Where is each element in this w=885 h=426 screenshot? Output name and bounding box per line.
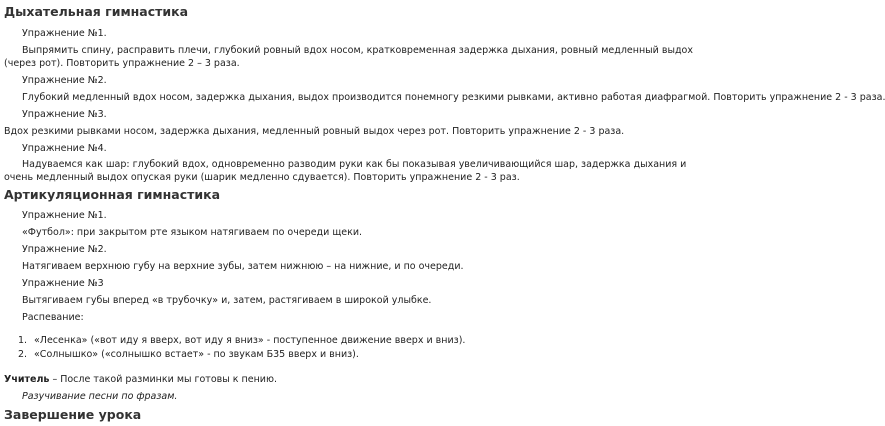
chant-item-number: 1. <box>18 335 28 346</box>
articulation-ex3-title: Упражнение №3 <box>22 278 104 289</box>
articulation-ex2-title: Упражнение №2. <box>22 244 107 255</box>
chant-item-text: «Лесенка» («вот иду я вверх, вот иду я вниз» - поступенное движение вверх и вниз). <box>34 335 466 346</box>
chant-item-text: «Солнышко» («солнышко встает» - по звукам Б35 вверх и вниз). <box>34 349 359 360</box>
breathing-ex4-title: Упражнение №4. <box>22 143 107 154</box>
teacher-line <box>4 373 277 386</box>
breathing-ex2-text: Глубокий медленный вдох носом, задержка дыхания, выдох производится понемногу резкими рывками, активно работая диафрагмой. Повторить упражнение 2 - 3 раза. <box>22 92 885 103</box>
teacher-role: Учитель <box>4 374 50 385</box>
chant-item-number: 2. <box>18 349 28 360</box>
breathing-ex1-title: Упражнение №1. <box>22 28 107 39</box>
breathing-ex2-title: Упражнение №2. <box>22 75 107 86</box>
breathing-ex4-text: Надуваемся как шар: глубокий вдох, одновременно разводим руки как бы показывая увеличивающийся шар, задержка дыхания и очень медленный выдох опуская руки (шарик медленно сдувается). Повторить упражнение 2 - 3 раз. <box>4 159 687 183</box>
breathing-ex3-text: Вдох резкими рывками носом, задержка дыхания, медленный ровный выдох через рот. Повторить упражнение 2 - 3 раза. <box>4 126 625 137</box>
heading-ending: Завершение урока <box>4 407 142 422</box>
articulation-ex2-text: Натягиваем верхнюю губу на верхние зубы, затем нижнюю – на нижние, и по очереди. <box>22 261 464 272</box>
articulation-ex1-title: Упражнение №1. <box>22 210 107 221</box>
teacher-note: Разучивание песни по фразам. <box>22 391 178 402</box>
teacher-text: – После такой разминки мы готовы к пению. <box>49 374 277 385</box>
articulation-ex1-text: «Футбол»: при закрытом рте языком натягиваем по очереди щеки. <box>22 227 363 238</box>
breathing-ex3-title: Упражнение №3. <box>22 109 107 120</box>
articulation-ex3-text: Вытягиваем губы вперед «в трубочку» и, затем, растягиваем в широкой улыбке. <box>22 295 432 306</box>
chant-label: Распевание: <box>22 312 84 323</box>
heading-articulation: Артикуляционная гимнастика <box>4 187 221 202</box>
breathing-ex1-text: Выпрямить спину, расправить плечи, глубокий ровный вдох носом, кратковременная задержка дыхания, ровный медленный выдох (через рот). Повторить упражнение 2 – 3 раза. <box>4 45 693 69</box>
heading-breathing: Дыхательная гимнастика <box>4 4 189 19</box>
